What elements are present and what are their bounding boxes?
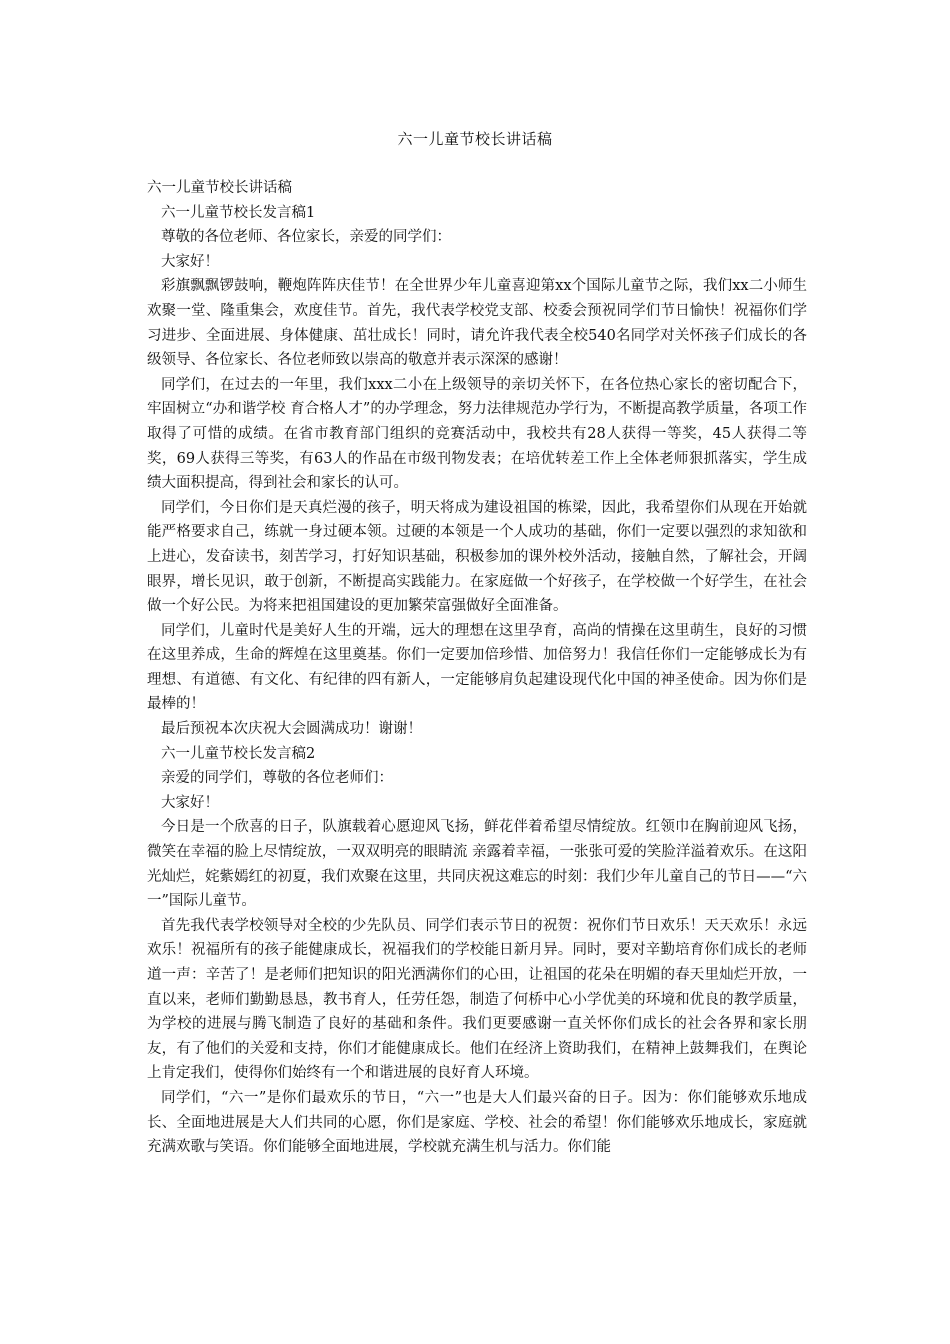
paragraph: 今日是一个欣喜的日子，队旗载着心愿迎风飞扬，鲜花伴着希望尽情绽放。红领巾在胸前迎风飞扬，微笑在幸福的脸上尽情绽放，一双双明亮的眼睛流 亲露着幸福，一张张可爱的笑脸洋溢着欢乐。在这阳光灿烂，姹紫嫣红的初夏，我们欢聚在这里，共同庆祝这难忘的时刻：我们少年儿童自己的节日——“六一”国际儿童节。: [147, 819, 807, 910]
paragraph: 彩旗飘飘锣鼓响，鞭炮阵阵庆佳节！在全世界少年儿童喜迎第xx个国际儿童节之际，我们xx二小师生欢聚一堂、隆重集会，欢度佳节。首先，我代表学校党支部、校委会预祝同学们节日愉快！祝福你们学习进步、全面进展、身体健康、茁壮成长！同时，请允许我代表全校540名同学对关怀孩子们成长的各级领导、各位家长、各位老师致以崇高的敬意并表示深深的感谢！: [147, 278, 807, 369]
paragraph: 首先我代表学校领导对全校的少先队员、同学们表示节日的祝贺：祝你们节日欢乐！天天欢乐！永远欢乐！祝福所有的孩子能健康成长，祝福我们的学校能日新月异。同时，要对辛勤培育你们成长的老师道一声：辛苦了！是老师们把知识的阳光洒满你们的心田，让祖国的花朵在明媚的春天里灿烂开放，一直以来，老师们勤勤恳恳，教书育人，任劳任怨，制造了何桥中心小学优美的环境和优良的教学质量，为学校的进展与腾飞制造了良好的基础和条件。我们更要感谢一直关怀你们成长的社会各界和家长朋友，有了他们的关爱和支持，你们才能健康成长。他们在经济上资助我们，在精神上鼓舞我们，在舆论上肯定我们，使得你们始终有一个和谐进展的良好育人环境。: [147, 917, 807, 1082]
salutation: 尊敬的各位老师、各位家长，亲爱的同学们：: [161, 229, 451, 246]
subheading-speech-1: 六一儿童节校长发言稿1: [161, 204, 316, 221]
paragraph: 同学们，在过去的一年里，我们xxx二小在上级领导的亲切关怀下，在各位热心家长的密切配合下，牢固树立“办和谐学校 育合格人才”的办学理念，努力法律规范办学行为，不断提高教学质量，各项工作取得了可惜的成绩。在省市教育部门组织的竞赛活动中，我校共有28人获得一等奖，45人获得二等奖，69人获得三等奖，有63人的作品在市级刊物发表；在培优转差工作上全体老师狠抓落实，学生成绩大面积提高，得到社会和家长的认可。: [147, 376, 807, 492]
subheading-speech-2: 六一儿童节校长发言稿2: [161, 745, 316, 762]
greeting: 大家好！: [161, 794, 219, 811]
document-title: 六一儿童节校长讲话稿: [397, 130, 553, 148]
paragraph: 同学们，“六一”是你们最欢乐的节日，“六一”也是大人们最兴奋的日子。因为：你们能够欢乐地成长、全面地进展是大人们共同的心愿，你们是家庭、学校、社会的希望！你们能够欢乐地成长，家庭就充满欢歌与笑语。你们能够全面地进展，学校就充满生机与活力。你们能: [147, 1089, 807, 1156]
greeting: 大家好！: [161, 253, 219, 270]
salutation: 亲爱的同学们，尊敬的各位老师们：: [161, 770, 393, 787]
document-body: [147, 176, 807, 1160]
section-heading: 六一儿童节校长讲话稿: [147, 180, 292, 196]
paragraph: 同学们，今日你们是天真烂漫的孩子，明天将成为建设祖国的栋梁，因此，我希望你们从现在开始就能严格要求自己，练就一身过硬本领。过硬的本领是一个人成功的基础，你们一定要以强烈的求知欲和上进心，发奋读书，刻苦学习，打好知识基础，积极参加的课外校外活动，接触自然，了解社会，开阔眼界，增长见识，敢于创新，不断提高实践能力。在家庭做一个好孩子，在学校做一个好学生，在社会做一个好公民。为将来把祖国建设的更加繁荣富强做好全面准备。: [147, 499, 807, 615]
paragraph: 同学们，儿童时代是美好人生的开端，远大的理想在这里孕育，高尚的情操在这里萌生，良好的习惯在这里养成，生命的辉煌在这里奠基。你们一定要加倍珍惜、加倍努力！我信任你们一定能够成长为有理想、有道德、有文化、有纪律的四有新人，一定能够肩负起建设现代化中国的神圣使命。因为你们是最棒的！: [147, 622, 807, 713]
closing-line: 最后预祝本次庆祝大会圆满成功！谢谢！: [161, 721, 422, 738]
